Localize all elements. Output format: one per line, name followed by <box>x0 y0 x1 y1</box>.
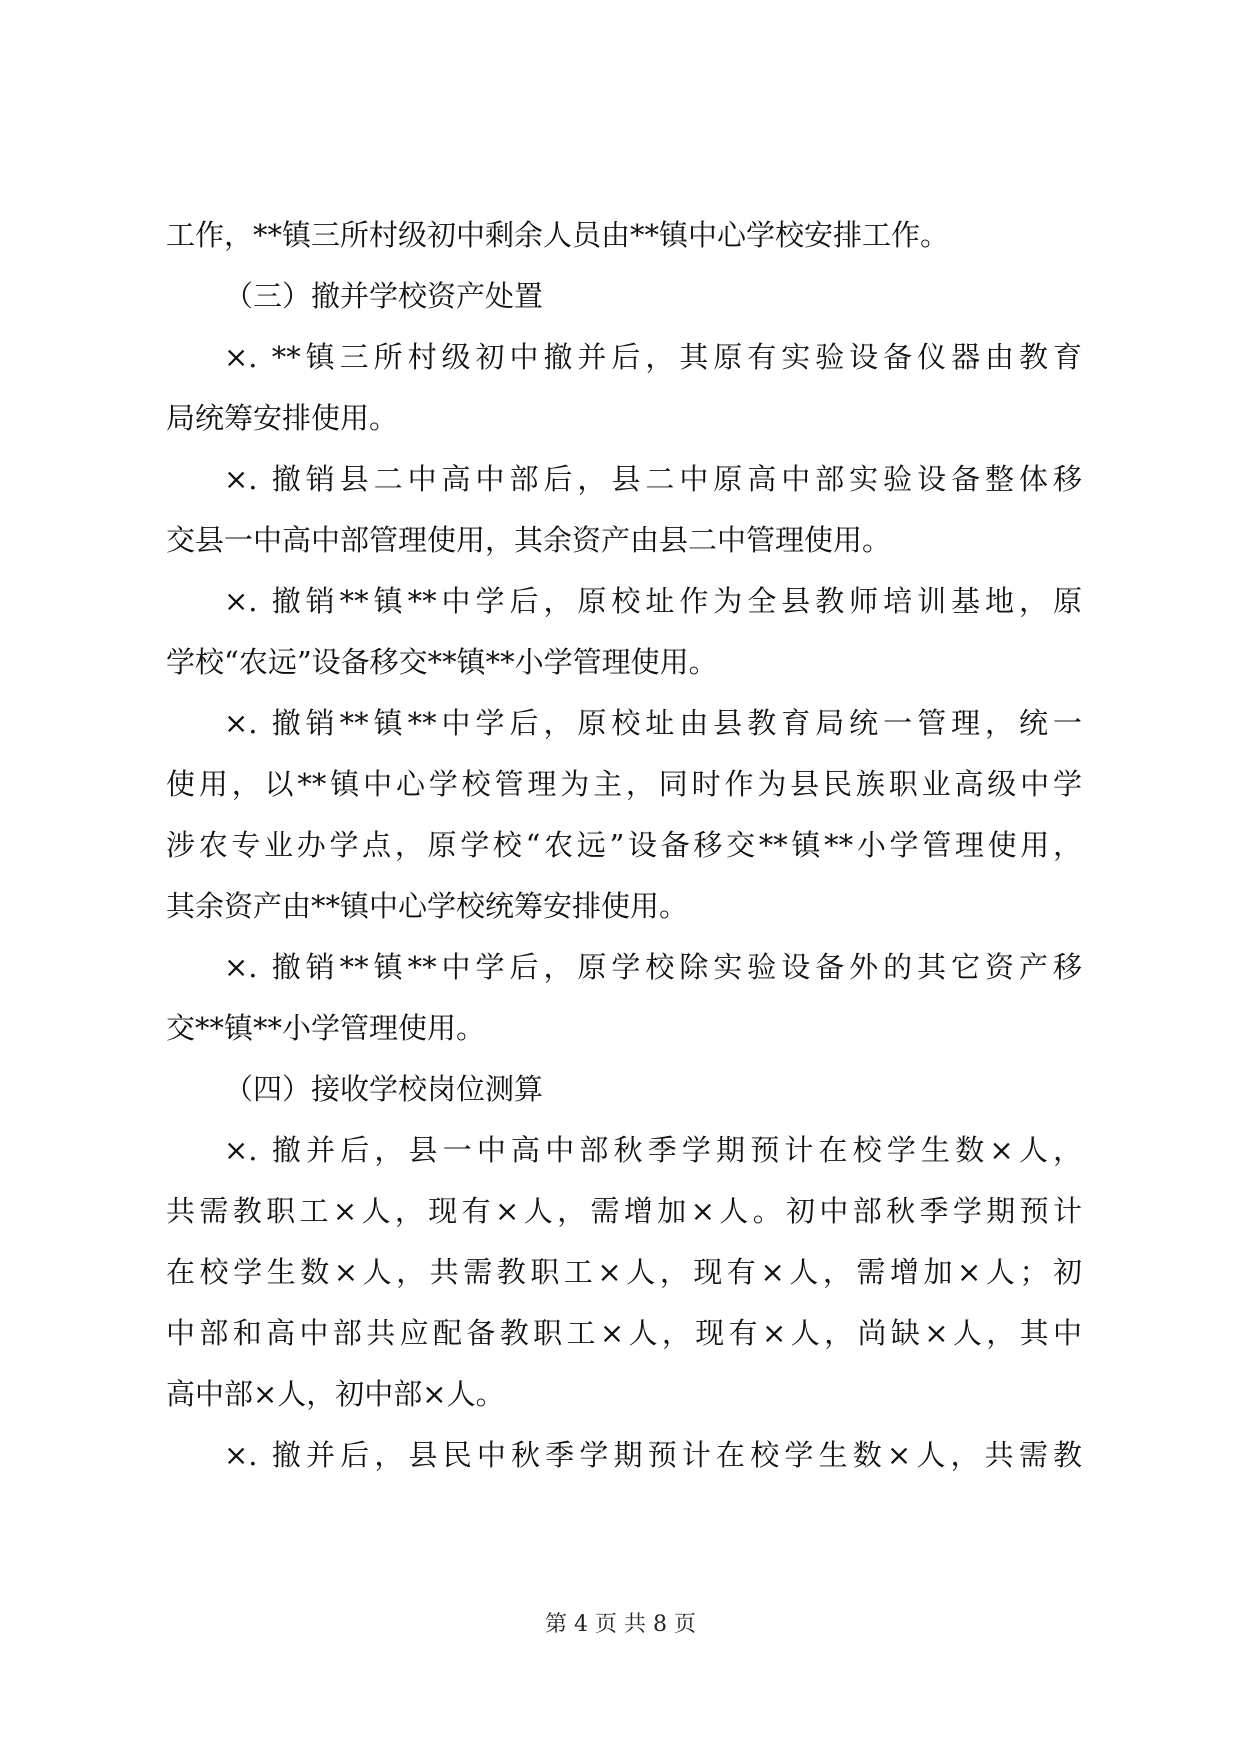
text-line: ×. 撤并后，县一中高中部秋季学期预计在校学生数×人， <box>224 1133 1082 1167</box>
text-line: ×. 撤销县二中高中部后，县二中原高中部实验设备整体移 <box>224 462 1082 496</box>
text-line: 交县一中高中部管理使用，其余资产由县二中管理使用。 <box>166 523 892 557</box>
text-line: ×. 撤销**镇**中学后，原校址作为全县教师培训基地，原 <box>224 584 1082 618</box>
text-line: 使用，以**镇中心学校管理为主，同时作为县民族职业高级中学 <box>166 767 1082 801</box>
text-line: 共需教职工×人，现有×人，需增加×人。初中部秋季学期预计 <box>166 1194 1082 1228</box>
text-line: 局统筹安排使用。 <box>166 401 399 435</box>
body-text <box>166 205 1082 1486</box>
text-line: ×. **镇三所村级初中撤并后，其原有实验设备仪器由教育 <box>224 340 1082 374</box>
text-line: 在校学生数×人，共需教职工×人，现有×人，需增加×人；初 <box>166 1255 1082 1289</box>
text-line: 涉农专业办学点，原学校“农远”设备移交**镇**小学管理使用， <box>166 828 1082 862</box>
page-footer: 第 4 页 共 8 页 <box>545 1612 696 1637</box>
text-line: ×. 撤销**镇**中学后，原校址由县教育局统一管理，统一 <box>224 706 1082 740</box>
text-line: ×. 撤并后，县民中秋季学期预计在校学生数×人，共需教 <box>224 1438 1082 1472</box>
text-line: （四）接收学校岗位测算 <box>224 1072 544 1106</box>
text-line: （三）撤并学校资产处置 <box>224 279 544 313</box>
text-line: 工作，**镇三所村级初中剩余人员由**镇中心学校安排工作。 <box>166 218 950 252</box>
text-line: 其余资产由**镇中心学校统筹安排使用。 <box>166 889 689 923</box>
text-line: 中部和高中部共应配备教职工×人，现有×人，尚缺×人，其中 <box>166 1316 1082 1350</box>
text-line: 高中部×人，初中部×人。 <box>166 1377 505 1411</box>
text-line: ×. 撤销**镇**中学后，原学校除实验设备外的其它资产移 <box>224 950 1082 984</box>
text-line: 学校“农远”设备移交**镇**小学管理使用。 <box>166 645 718 679</box>
text-line: 交**镇**小学管理使用。 <box>166 1011 486 1045</box>
